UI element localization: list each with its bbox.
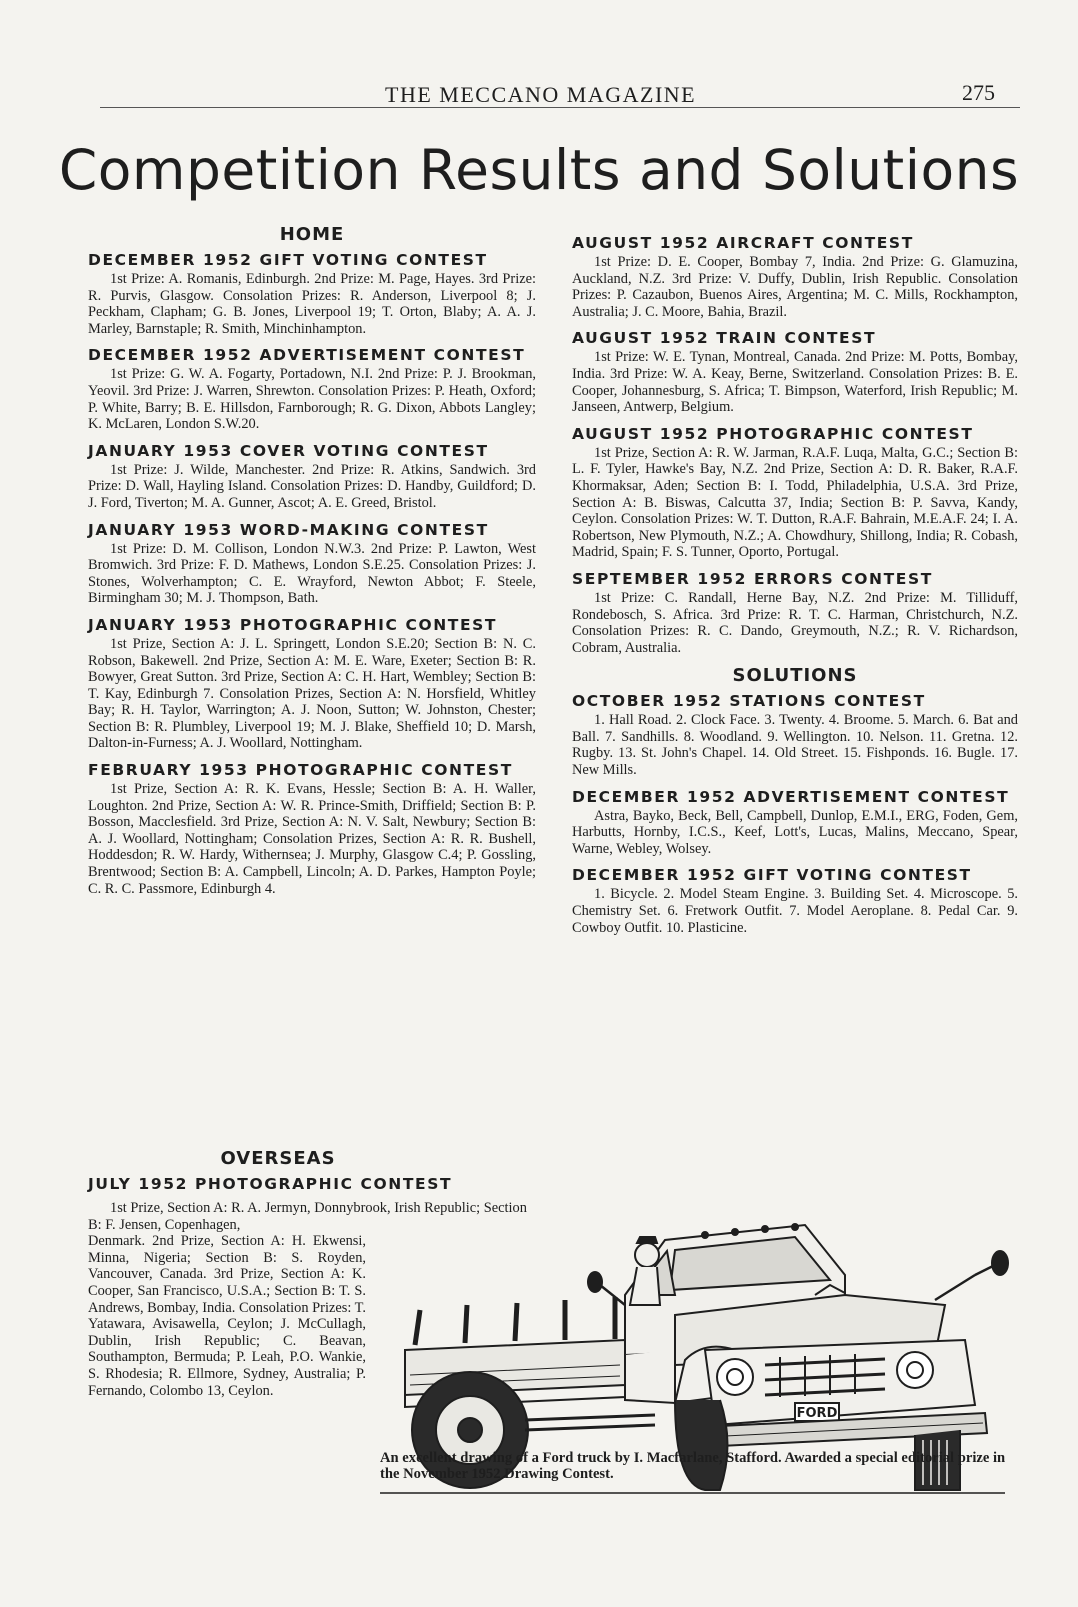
contest-title: JANUARY 1953 COVER VOTING CONTEST (88, 441, 489, 460)
home-heading: HOME (279, 224, 345, 245)
overseas-heading: OVERSEAS (220, 1148, 336, 1169)
solution-text: 1. Hall Road. 2. Clock Face. 3. Twenty. 4. Broome. 5. March. 6. Bat and Ball. 7. Sandhills. 8. Woodland. 9. Wellington. 10. Nelson. 11. Gretna. 12. Rugby. 13. St. John's Chapel. 14. Old Street. 15. Fishponds. 16. Bugle. 17. New Mills. (572, 712, 1018, 779)
header-rule (100, 107, 1020, 108)
contest-block (572, 425, 1018, 561)
contest-results: 1st Prize: A. Romanis, Edinburgh. 2nd Prize: M. Page, Hayes. 3rd Prize: R. Purvis, Glasgow. Consolation Prizes: R. Anderson, Liverpool 8; J. Peckham, Clapham; G. B. Jones, Liverpool 19; T. Orton, Blaby; A. A. J. Marley, Barnstaple; R. Smith, Minchinhampton. (88, 271, 536, 337)
contest-results: 1st Prize: D. E. Cooper, Bombay 7, India. 2nd Prize: G. Glamuzina, Auckland, N.Z. 3rd Prize: V. Duffy, Dublin, Irish Republic. Consolation Prizes: P. Cazaubon, Buenos Aires, Argentina; M. C. Mills, Rockhampton, Australia; J. C. Moore, Bahia, Brazil. (572, 254, 1018, 320)
overseas-results (88, 1200, 527, 1399)
solution-text: 1. Bicycle. 2. Model Steam Engine. 3. Building Set. 4. Microscope. 5. Chemistry Set. 6. Fretwork Outfit. 7. Model Aeroplane. 8. Pedal Car. 9. Cowboy Outfit. 10. Plasticine. (572, 886, 1018, 936)
solution-block (572, 692, 1018, 778)
contest-block (572, 329, 1018, 415)
contest-results: 1st Prize, Section A: R. K. Evans, Hessle; Section B: A. H. Waller, Loughton. 2nd Prize, Section A: W. R. Prince-Smith, Driffield; Section B: P. Bosson, Macclesfield. 3rd Prize, Section A: N. V. Salt, Newbury; Section B: A. J. Woollard, Nottingham; Consolation Prizes, Section A: R. R. Bushell, Hoddesdon; R. W. Hardy, Withernsea; J. Murphy, Glasgow C.4; P. Gossling, Brentwood; Section B: A. Campbell, Lincoln; A. D. Parkes, Hampton Poyle; C. R. C. Passmore, Edinburgh 4. (88, 781, 536, 897)
contest-title: JANUARY 1953 PHOTOGRAPHIC CONTEST (88, 615, 498, 634)
running-header (0, 78, 1078, 108)
contest-results: 1st Prize: D. M. Collison, London N.W.3. 2nd Prize: P. Lawton, West Bromwich. 3rd Prize: F. D. Mathews, London S.E.25. Consolation Prizes: J. Stones, Wolverhampton; C. E. Wrayford, Newton Abbot; F. Steele, Birmingham 30; M. J. Thompson, Bath. (88, 540, 536, 607)
overseas-results-intro: 1st Prize, Section A: R. A. Jermyn, Donnybrook, Irish Republic; Section B: F. Jensen, Copenhagen, (88, 1200, 527, 1233)
contest-block (88, 251, 536, 337)
page-title: Competition Results and Solutions (58, 138, 1020, 202)
contest-title: OCTOBER 1952 STATIONS CONTEST (572, 692, 926, 711)
contest-title: AUGUST 1952 PHOTOGRAPHIC CONTEST (572, 424, 974, 443)
contest-block (88, 761, 536, 897)
contest-title: DECEMBER 1952 GIFT VOTING CONTEST (572, 866, 972, 885)
contest-block (88, 346, 536, 432)
overseas-results-body: Denmark. 2nd Prize, Section A: H. Ekwensi, Minna, Nigeria; Section B: S. Royden, Vancouver, Canada. 3rd Prize, Section A: K. Cooper, San Francisco, U.S.A.; Section B: T. S. Andrews, Bombay, India. Consolation Prizes: T. Yatawara, Avisawella, Ceylon; J. McCullagh, Dublin, Irish Republic; C. Beavan, Southampton, Bermuda; P. Leah, P.O. Wankie, S. Rhodesia; R. Ellmore, Sydney, Australia; P. Fernando, Colombo 13, Ceylon. (88, 1233, 366, 1399)
magazine-name: THE MECCANO MAGAZINE (385, 82, 697, 107)
grille-badge: FORD (796, 1406, 838, 1421)
solution-block (572, 866, 1018, 936)
contest-block (572, 234, 1018, 320)
figure-caption: An excellent drawing of a Ford truck by I. Macfarlane, Stafford. Awarded a special editorial prize in the November 1952 Drawing Contest. (380, 1450, 1006, 1483)
contest-block (88, 616, 536, 752)
contest-results: 1st Prize, Section A: R. W. Jarman, R.A.F. Luqa, Malta, G.C.; Section B: L. F. Tyler, Hawke's Bay, N.Z. 2nd Prize, Section A: D. R. Baker, R.A.F. Khormaksar, Aden; Section B: I. Todd, Philadelphia, U.S.A. 3rd Prize, Section A: B. Biswas, Calcutta 37, India; Section B: P. Savva, Kandy, Ceylon. Consolation Prizes: W. T. Dutton, R.A.F. Bahrain, M.E.A.F. 24; I. A. Robertson, New Plymouth, N.Z.; A. Chowdhury, Shillong, India; R. Cobash, Madrid, Spain; F. S. Tunner, Oporto, Portugal. (572, 444, 1018, 561)
contest-results: 1st Prize, Section A: J. L. Springett, London S.E.20; Section B: N. C. Robson, Bakewell. 2nd Prize, Section A: M. E. Ware, Exeter; Section B: R. Bowyer, Great Sutton. 3rd Prize, Section A: C. H. Hart, Wembley; Section B: T. Kay, Edinburgh 7. Consolation Prizes, Section A: N. Horsfield, Whitley Bay; R. H. Taylor, Warrington; A. J. Noon, Sutton; W. Johnston, Chester; Section B: R. Plumbley, Liverpool 19; M. J. Blake, Sheffield 10; D. Marsh, Dalton-in-Furness; A. J. Woollard, Nottingham. (88, 635, 536, 752)
contest-title: AUGUST 1952 TRAIN CONTEST (572, 329, 877, 348)
contest-block (88, 521, 536, 607)
solutions-heading: SOLUTIONS (732, 665, 858, 687)
contest-title: AUGUST 1952 AIRCRAFT CONTEST (572, 234, 914, 252)
overseas-results-column (572, 234, 1018, 945)
solution-text: Astra, Bayko, Beck, Bell, Campbell, Dunlop, E.M.I., ERG, Foden, Gem, Harbutts, Hornby, I.C.S., Keef, Lott's, Lucas, Malins, Meccano, Spear, Warne, Webley, Wolsey. (572, 807, 1018, 857)
contest-title: JULY 1952 PHOTOGRAPHIC CONTEST (88, 1175, 453, 1193)
contest-results: 1st Prize: J. Wilde, Manchester. 2nd Prize: R. Atkins, Sandwich. 3rd Prize: D. Wall, Hayling Island. Consolation Prizes: D. Handby, Guildford; D. J. Ford, Tiverton; M. A. Gunner, Ascot; A. E. Greed, Bristol. (88, 461, 536, 511)
contest-results: 1st Prize: G. W. A. Fogarty, Portadown, N.I. 2nd Prize: P. J. Brookman, Yeovil. 3rd Prize: J. Warren, Shrewton. Consolation Prizes: P. Heath, Oxford; P. White, Barry; B. E. Hillsdon, Farnborough; R. G. Dixon, Abbots Langley; K. McLaren, London S.W.20. (88, 366, 536, 433)
contest-block (572, 570, 1018, 656)
contest-title: DECEMBER 1952 ADVERTISEMENT CONTEST (572, 787, 1010, 806)
contest-title: DECEMBER 1952 GIFT VOTING CONTEST (88, 251, 488, 269)
contest-block (88, 442, 536, 512)
contest-title: DECEMBER 1952 ADVERTISEMENT CONTEST (88, 346, 526, 365)
contest-results: 1st Prize: W. E. Tynan, Montreal, Canada. 2nd Prize: M. Potts, Bombay, India. 3rd Prize: W. A. Keay, Berne, Switzerland. Consolation Prizes: B. E. Cooper, Johannesburg, S. Africa; T. Bimpson, Waterford, Irish Republic; M. Janseen, Antwerp, Belgium. (572, 349, 1018, 416)
solution-block (572, 788, 1018, 858)
page-number: 275 (962, 80, 995, 105)
contest-title: SEPTEMBER 1952 ERRORS CONTEST (572, 569, 933, 588)
contest-title: FEBRUARY 1953 PHOTOGRAPHIC CONTEST (88, 761, 513, 780)
contest-title: JANUARY 1953 WORD-MAKING CONTEST (88, 520, 489, 539)
home-column (88, 224, 536, 906)
contest-results: 1st Prize: C. Randall, Herne Bay, N.Z. 2nd Prize: M. Tilliduff, Rondebosch, S. Africa. 3rd Prize: R. T. C. Harman, Christchurch, N.Z. Consolation Prizes: R. C. Dando, Greymouth, N.Z.; R. V. Richardson, Cobram, Australia. (572, 589, 1018, 656)
